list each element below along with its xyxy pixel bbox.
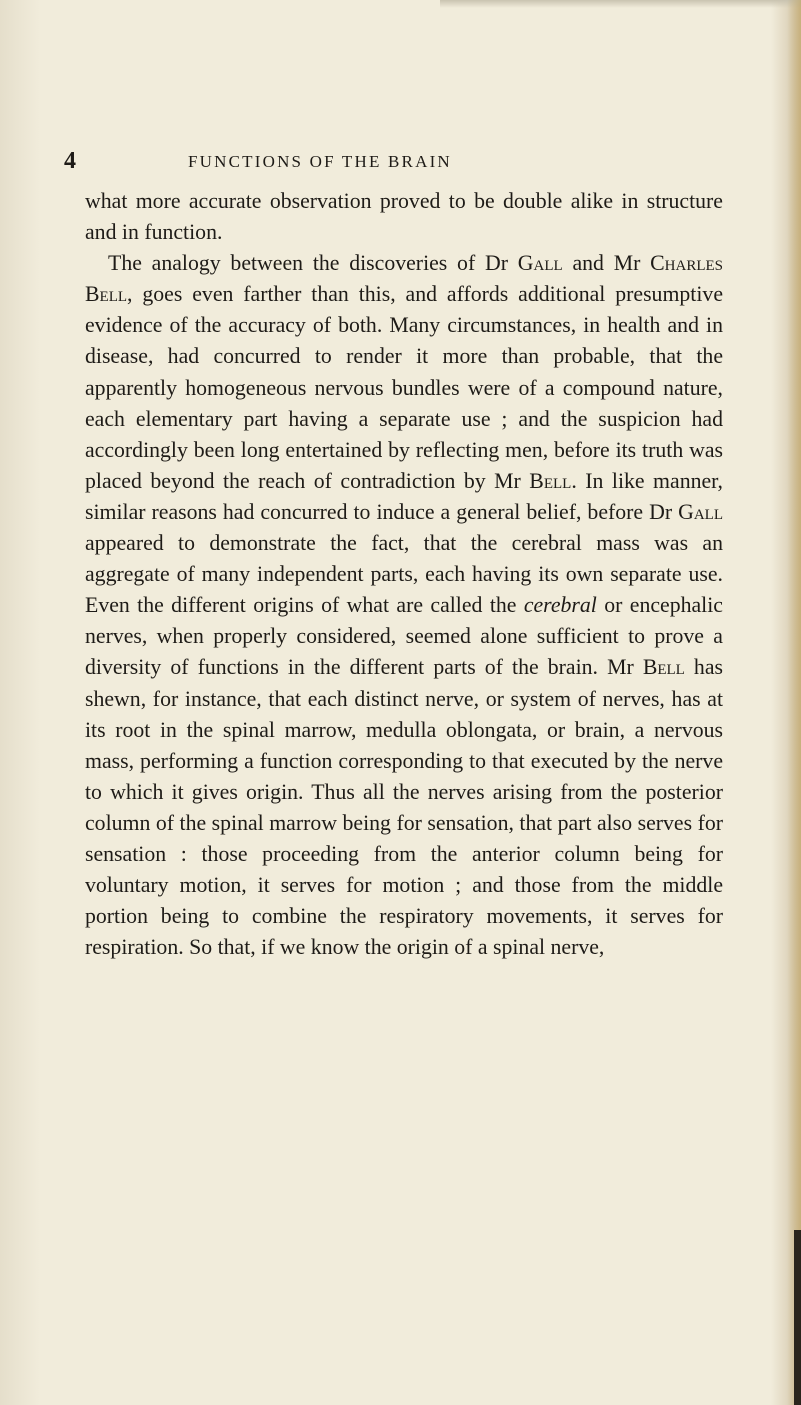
name-gall: Gall [517,251,563,276]
name-gall: Gall [678,499,723,524]
text-run: The analogy between the discoveries of Dr [108,251,518,276]
name-bell: Bell [642,655,685,680]
page-edge-shadow [787,0,801,1405]
page-edge-dark [794,1230,801,1405]
text-run: appeared to demonstrate the fact, that the cerebral mass was an aggregate of many independent parts, each having its own separate use. Even the different origins of what are called the [85,531,723,618]
text-run: or encephalic nerves, when properly considered, seemed alone sufficient to prove a diversity of functions in the different parts of the brain. Mr [85,593,723,680]
name-bell: Bell [529,468,572,493]
name-charles-bell: Charles Bell [85,251,723,307]
text-run: has shewn, for instance, that each distinct nerve, or system of nerves, has at its root in the spinal marrow, medulla oblongata, or brain, a nervous mass, performing a function corresponding to that executed by the nerve to which it gives origin. Thus all the nerves arising from the posterior column of the spinal marrow being for sensation, that part also serves for sensation : those proceeding from the anterior column being for voluntary motion, it serves for motion ; and those from the middle portion being to combine the respiratory movements, it serves for respiration. So that, if we know the origin of a spinal nerve, [85,655,723,960]
paragraph-1: what more accurate observation proved to be double alike in structure and in function. [85,189,723,245]
scan-top-shadow [440,0,801,8]
page-number: 4 [64,148,76,174]
body-text [85,186,723,963]
text-run: , goes even farther than this, and affords additional presumptive evidence of the accuracy of both. Many circumstances, in health and in disease, had concurred to render it more than probable, that the apparently homogeneous nervous bundles were of a compound nature, each elementary part having a separate use ; and the suspicion had accordingly been long entertained by reflecting men, before its truth was placed beyond the reach of contradiction by Mr [85,282,723,493]
text-run: and Mr [562,251,651,276]
page-header [0,148,801,176]
italic-term: cerebral [523,593,597,618]
paragraph-2 [85,248,723,963]
text-run: . In like manner, similar reasons had concurred to induce a general belief, before Dr [85,468,723,524]
running-title: FUNCTIONS OF THE BRAIN [188,152,452,171]
